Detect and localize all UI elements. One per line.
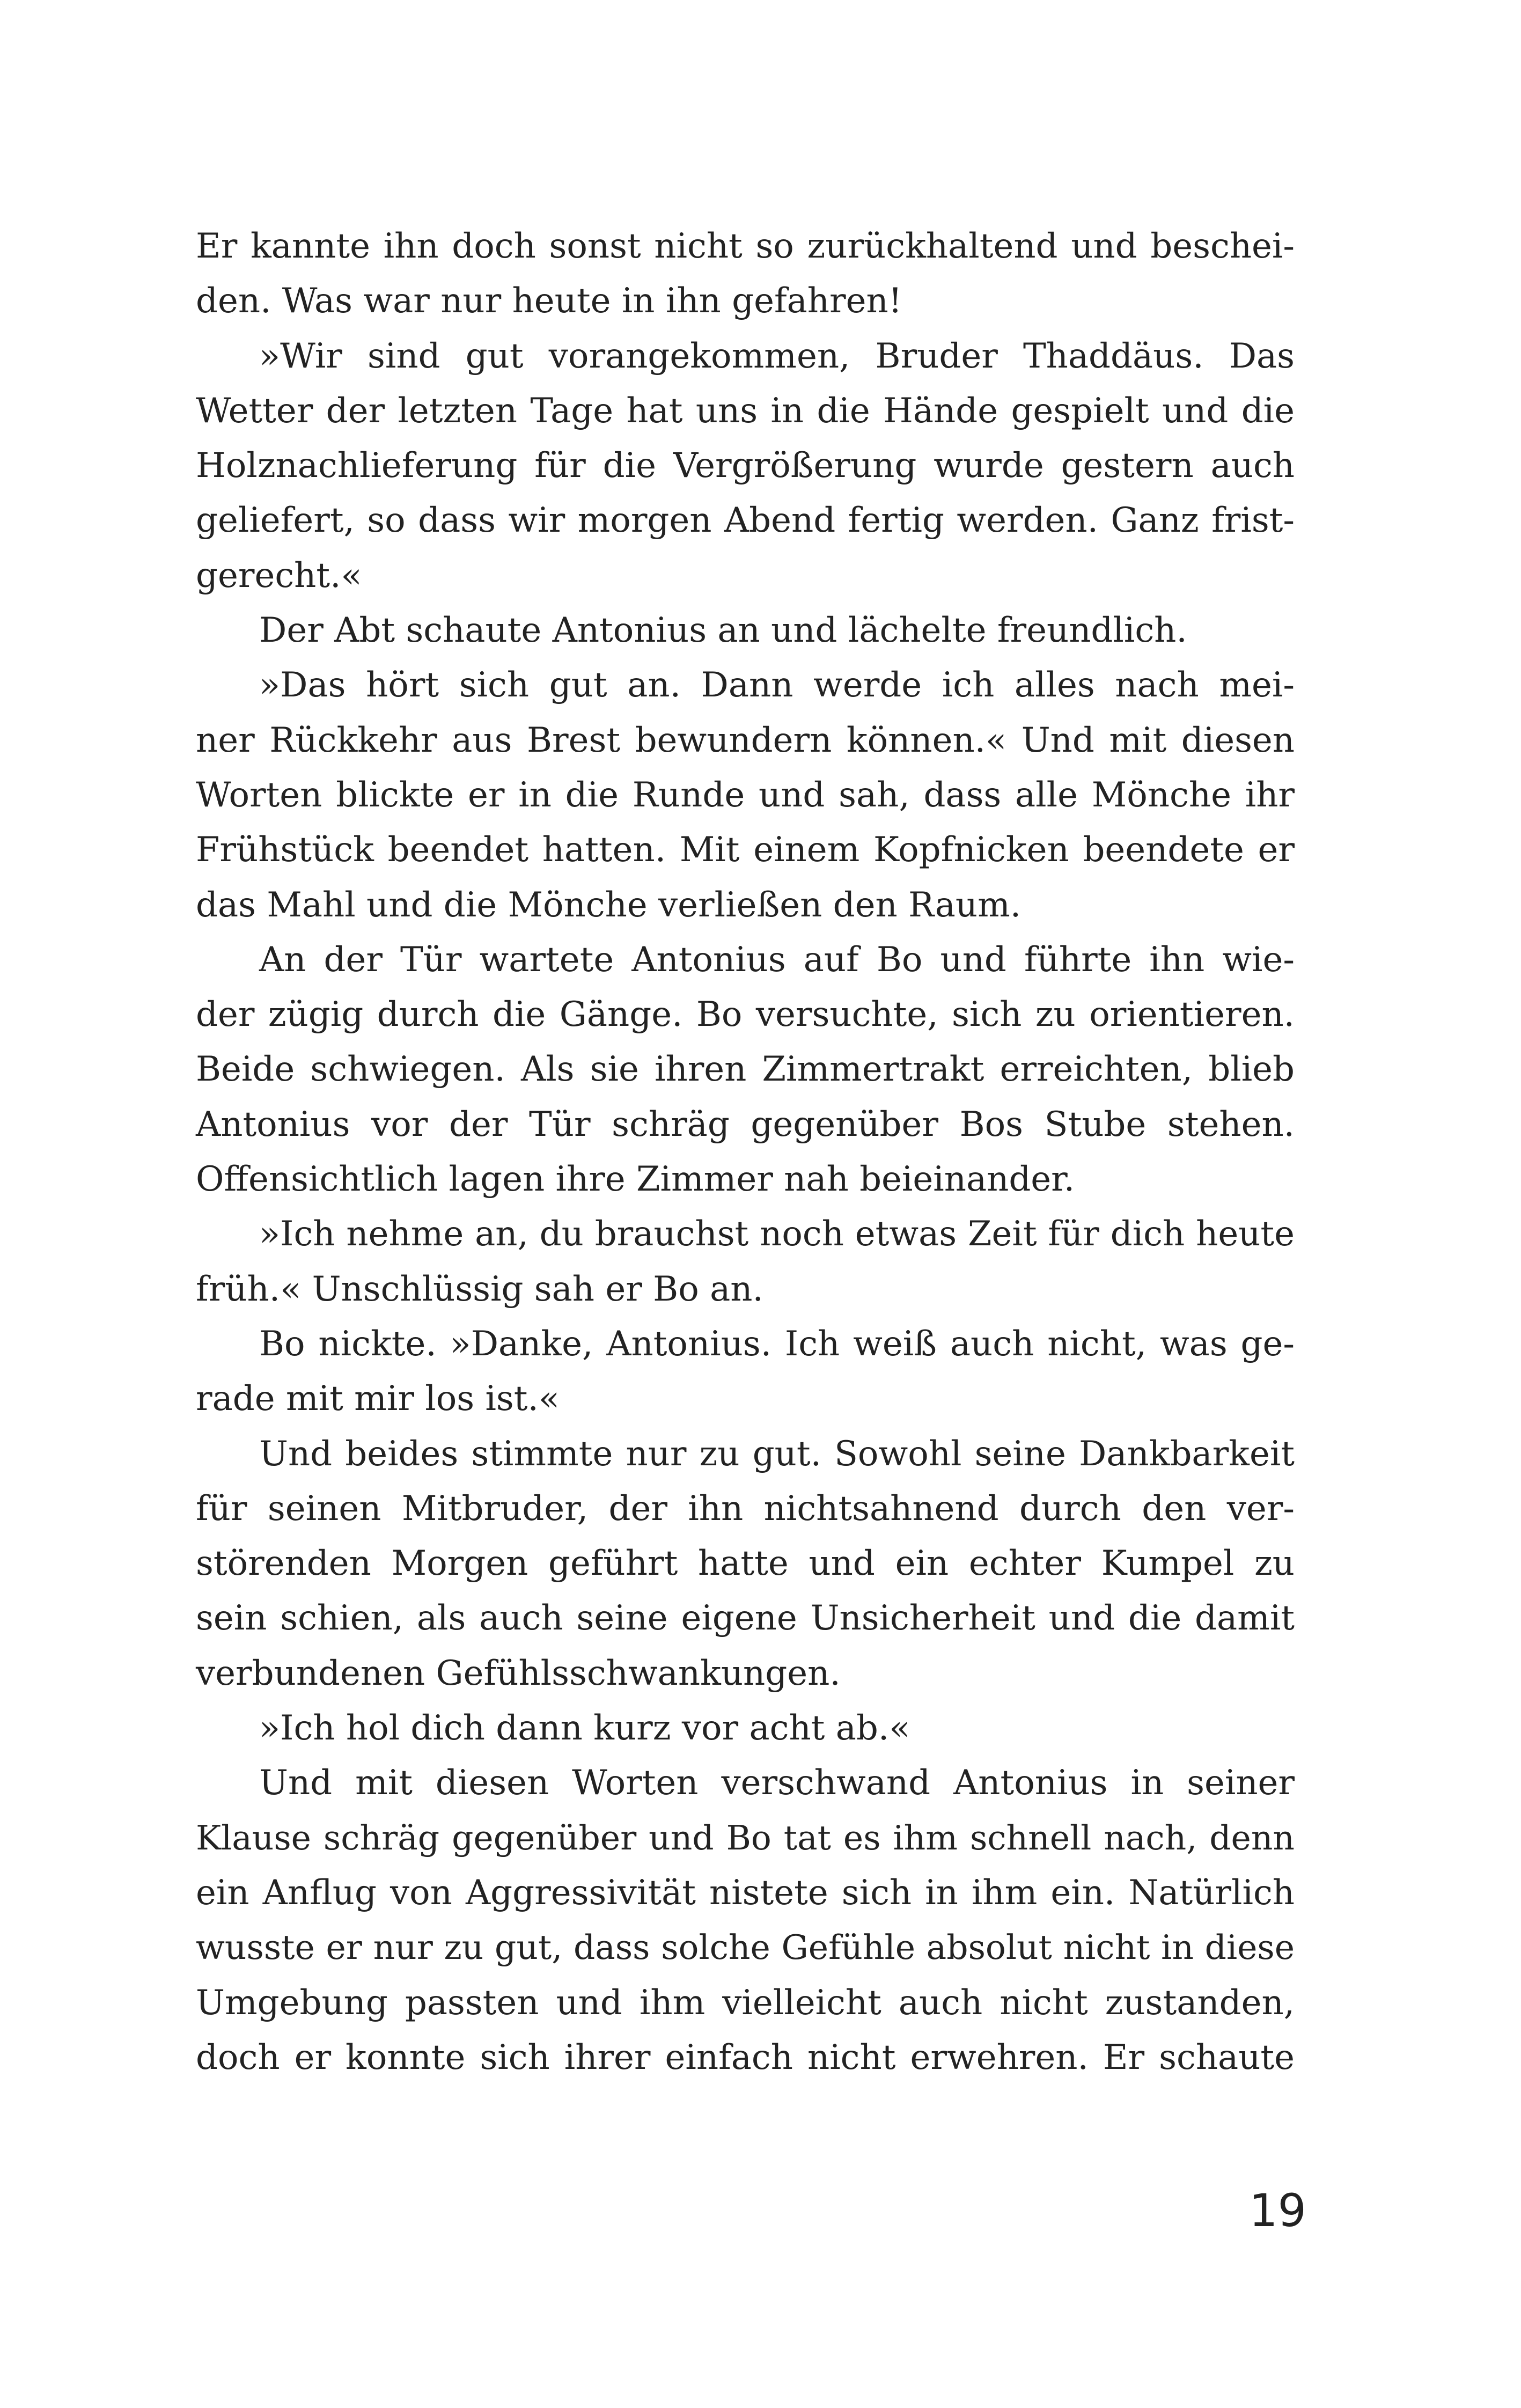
text-line: Er kannte ihn doch sonst nicht so zurückhaltend und beschei- (196, 226, 1295, 266)
text-line: »Ich hol dich dann kurz vor acht ab.« (259, 1708, 910, 1749)
text-line: Worten blickte er in die Runde und sah, dass alle Mönche ihr (196, 775, 1295, 815)
text-line: für seinen Mitbruder, der ihn nichtsahnend durch den ver- (196, 1488, 1295, 1529)
text-line: den. Was war nur heute in ihn gefahren! (196, 281, 902, 321)
text-line: störenden Morgen geführt hatte und ein echter Kumpel zu (196, 1544, 1295, 1584)
text-line: Antonius vor der Tür schräg gegenüber Bos Stube stehen. (196, 1104, 1295, 1144)
text-line: Und mit diesen Worten verschwand Antonius in seiner (259, 1763, 1295, 1803)
text-line: früh.« Unschlüssig sah er Bo an. (196, 1269, 763, 1309)
text-line: Bo nickte. »Danke, Antonius. Ich weiß auch nicht, was ge- (259, 1324, 1295, 1364)
text-line: das Mahl und die Mönche verließen den Raum. (196, 885, 1022, 925)
body-text (196, 219, 1295, 2085)
text-line: Wetter der letzten Tage hat uns in die Hände gespielt und die (196, 391, 1295, 431)
text-line: sein schien, als auch seine eigene Unsicherheit und die damit (196, 1598, 1295, 1639)
text-line: Umgebung passten und ihm vielleicht auch nicht zustanden, (196, 1983, 1295, 2023)
text-line: »Ich nehme an, du brauchst noch etwas Zeit für dich heute (259, 1214, 1295, 1254)
text-line: Holznachlieferung für die Vergrößerung wurde gestern auch (196, 446, 1295, 486)
page-number: 19 (1249, 2184, 1306, 2237)
text-line: Offensichtlich lagen ihre Zimmer nah beieinander. (196, 1159, 1075, 1200)
text-line: verbundenen Gefühlsschwankungen. (196, 1653, 841, 1693)
text-line: ein Anflug von Aggressivität nistete sich in ihm ein. Natürlich (196, 1873, 1295, 1913)
text-line: doch er konnte sich ihrer einfach nicht erwehren. Er schaute (196, 2037, 1295, 2077)
text-line: An der Tür wartete Antonius auf Bo und führte ihn wie- (259, 939, 1295, 980)
text-line: »Das hört sich gut an. Dann werde ich alles nach mei- (259, 665, 1295, 706)
text-line: geliefert, so dass wir morgen Abend fertig werden. Ganz frist- (196, 501, 1295, 541)
text-line: Und beides stimmte nur zu gut. Sowohl seine Dankbarkeit (259, 1434, 1295, 1474)
text-line: ner Rückkehr aus Brest bewundern können.« Und mit diesen (196, 720, 1295, 760)
text-line: Frühstück beendet hatten. Mit einem Kopfnicken beendete er (196, 830, 1295, 870)
text-line: Beide schwiegen. Als sie ihren Zimmertrakt erreichten, blieb (196, 1049, 1295, 1090)
text-line: Der Abt schaute Antonius an und lächelte freundlich. (259, 611, 1187, 651)
text-line: gerecht.« (196, 555, 362, 596)
text-line: Klause schräg gegenüber und Bo tat es ihm schnell nach, denn (196, 1818, 1295, 1858)
text-line: rade mit mir los ist.« (196, 1379, 560, 1419)
text-line: »Wir sind gut vorangekommen, Bruder Thaddäus. Das (259, 336, 1295, 376)
text-line: der zügig durch die Gänge. Bo versuchte, sich zu orientieren. (196, 995, 1295, 1035)
text-line: wusste er nur zu gut, dass solche Gefühle absolut nicht in diese (196, 1928, 1295, 1967)
